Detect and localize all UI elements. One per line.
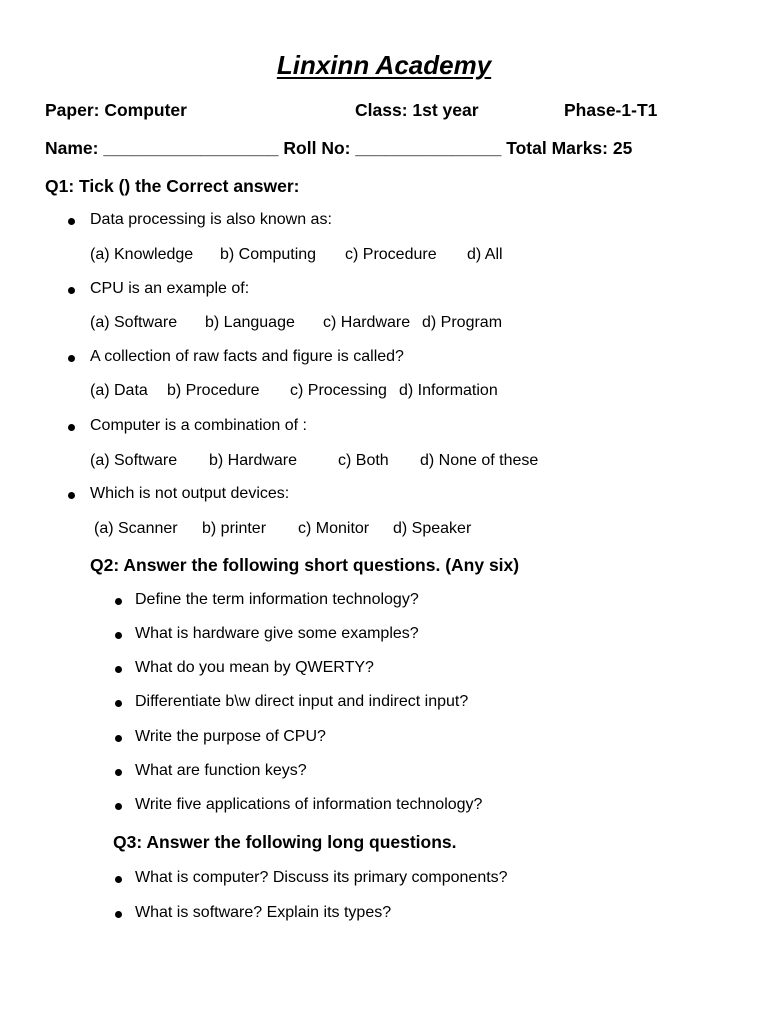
q1-question-5: Which is not output devices: [90, 485, 290, 502]
q1-option-1c: c) Procedure [345, 246, 437, 263]
q1-option-4b: b) Hardware [209, 452, 298, 469]
name-label: Name: __________________ [45, 138, 279, 158]
bullet-icon [115, 769, 122, 776]
q1-question-1: Data processing is also known as: [90, 211, 332, 228]
q1-option-4a: (a) Software [90, 452, 178, 469]
bullet-icon [115, 803, 122, 810]
q2-item-1: Define the term information technology? [135, 591, 419, 608]
q1-option-2c: c) Hardware [323, 314, 411, 331]
bullet-icon [115, 598, 122, 605]
q1-option-3d: d) Information [399, 382, 498, 399]
q1-option-3b: b) Procedure [167, 382, 260, 399]
bullet-icon [68, 492, 75, 499]
q2-item-3: What do you mean by QWERTY? [135, 659, 374, 676]
q1-option-5c: c) Monitor [298, 520, 370, 537]
q2-item-4: Differentiate b\w direct input and indirect input? [135, 693, 469, 710]
q1-option-2b: b) Language [205, 314, 295, 331]
roll-no-label: Roll No: _______________ [283, 138, 502, 158]
q1-option-3a: (a) Data [90, 382, 148, 399]
q1-option-3c: c) Processing [290, 382, 387, 399]
q1-question-4: Computer is a combination of : [90, 417, 307, 434]
q1-question-2: CPU is an example of: [90, 280, 250, 297]
q1-option-5b: b) printer [202, 520, 267, 537]
q1-option-2a: (a) Software [90, 314, 178, 331]
q1-option-1a: (a) Knowledge [90, 246, 194, 263]
bullet-icon [68, 424, 75, 431]
bullet-icon [115, 666, 122, 673]
q2-item-6: What are function keys? [135, 762, 307, 779]
q2-item-2: What is hardware give some examples? [135, 625, 419, 642]
q1-heading: Q1: Tick () the Correct answer: [45, 176, 300, 196]
q1-option-5a: (a) Scanner [94, 520, 178, 537]
q1-option-5d: d) Speaker [393, 520, 472, 537]
q3-heading: Q3: Answer the following long questions. [113, 832, 457, 852]
phase-label: Phase-1-T1 [564, 100, 658, 120]
bullet-icon [68, 355, 75, 362]
q3-item-2: What is software? Explain its types? [135, 904, 392, 921]
q3-item-1: What is computer? Discuss its primary components? [135, 869, 508, 886]
class-label: Class: 1st year [355, 100, 479, 120]
q2-heading: Q2: Answer the following short questions. (Any six) [90, 555, 520, 575]
bullet-icon [115, 632, 122, 639]
bullet-icon [115, 876, 122, 883]
bullet-icon [115, 911, 122, 918]
q1-option-4c: c) Both [338, 452, 389, 469]
q1-option-1d: d) All [467, 246, 503, 263]
q2-item-5: Write the purpose of CPU? [135, 728, 326, 745]
bullet-icon [68, 218, 75, 225]
bullet-icon [68, 287, 75, 294]
name-field [45, 138, 632, 159]
q1-option-1b: b) Computing [220, 246, 317, 263]
paper-subject: Paper: Computer [45, 100, 187, 120]
q1-option-2d: d) Program [422, 314, 503, 331]
q2-item-7: Write five applications of information technology? [135, 796, 483, 813]
bullet-icon [115, 735, 122, 742]
q1-question-3: A collection of raw facts and figure is called? [90, 348, 404, 365]
bullet-icon [115, 700, 122, 707]
q1-option-4d: d) None of these [420, 452, 539, 469]
page-title: Linxinn Academy [276, 50, 492, 80]
total-marks-label: Total Marks: 25 [506, 138, 633, 158]
